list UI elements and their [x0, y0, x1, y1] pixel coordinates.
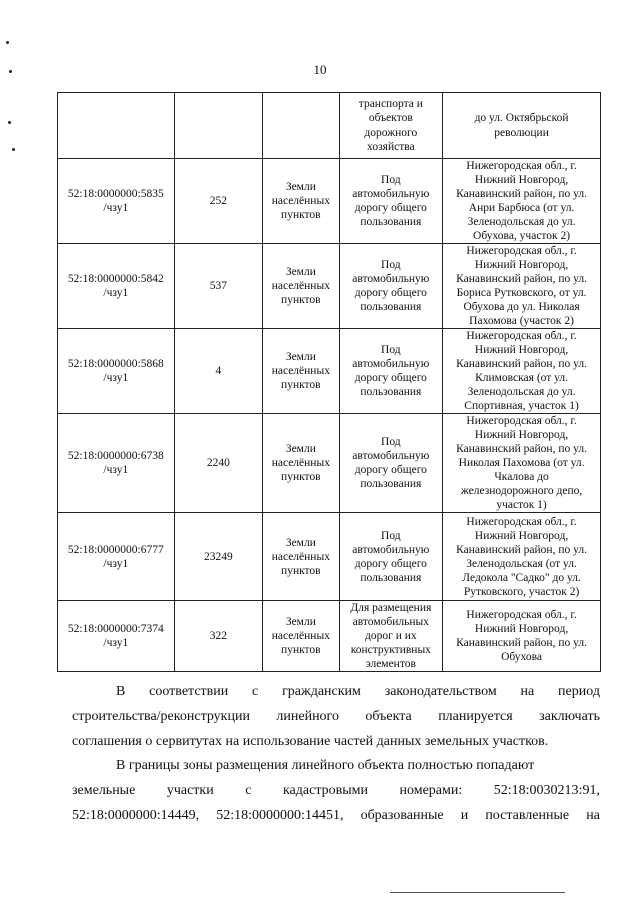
location-cell [443, 601, 601, 672]
permitted-use-cell [339, 601, 443, 672]
permitted-use-cell-line: дорогу общего [354, 287, 427, 300]
location-cell [443, 329, 601, 414]
location-cell-line: Нижний Новгород, [474, 174, 569, 187]
permitted-use-cell-line: автомобильную [352, 358, 430, 371]
location-cell-line: Спортивная, участок 1) [464, 400, 579, 413]
location-cell-line: Канавинский район, по ул. [456, 543, 587, 556]
location-cell-line: Нижегородская обл., г. [466, 160, 577, 172]
land-category-cell [263, 513, 339, 601]
margin-dot [6, 41, 9, 44]
text-word: 52:18:0000000:14451, [216, 808, 344, 823]
area-cell: 2240 [174, 414, 262, 513]
permitted-use-cell-line: автомобильную [352, 543, 430, 556]
location-cell-line: Канавинский район, по ул. [456, 358, 587, 371]
location-cell-line: Нижегородская обл., г. [466, 330, 577, 343]
cadastral-number-cell [58, 244, 175, 329]
permitted-use-cell-line: элементов [365, 658, 416, 671]
land-category-cell-line: Земли [285, 181, 316, 194]
land-category-cell-line: Земли [285, 351, 316, 364]
text-word: 52:18:0000000:14449, [72, 808, 200, 823]
cadastral-number-cell-line: /чзу1 [103, 637, 129, 650]
permitted-use-cell-line: пользования [360, 301, 422, 314]
area-cell: 252 [174, 159, 262, 244]
permitted-use-cell-line: дорогу общего [354, 557, 427, 570]
permitted-use-cell-line: Для размещения [350, 602, 432, 615]
location-cell-line: Зеленодольская (от ул. [466, 557, 577, 570]
cadastral-number-cell-line: 52:18:0000000:6738 [67, 450, 164, 463]
land-category-cell-line: пунктов [281, 294, 321, 307]
text-word: кадастровыми [282, 783, 368, 798]
text-word: линейного [276, 709, 339, 724]
location-cell-line: железнодорожного депо, [460, 485, 583, 498]
text-word: участки [166, 783, 214, 798]
permitted-use-cell-line: хозяйства [367, 140, 415, 153]
cadastral-number-cell-line: 52:18:0000000:5868 [67, 358, 164, 371]
location-cell-line: Нижний Новгород, [474, 429, 569, 442]
text-word: и [460, 808, 469, 823]
text-line [72, 729, 600, 754]
text-word: гражданским [282, 684, 361, 699]
text-word: период [558, 684, 600, 699]
land-category-cell-line: населённых [271, 630, 330, 643]
permitted-use-cell [339, 513, 443, 601]
text-word: 52:18:0030213:91, [493, 783, 600, 798]
permitted-use-cell [339, 159, 443, 244]
text-word: поставленные [485, 808, 570, 823]
location-cell-line: Канавинский район, по ул. [456, 188, 587, 201]
paragraph-zone [72, 753, 600, 828]
cadastral-number-cell-line: 52:18:0000000:5835 [67, 188, 164, 201]
text-word: планируется [438, 709, 513, 724]
paragraph-servitude [72, 679, 600, 754]
land-category-cell-line: пунктов [281, 471, 321, 484]
land-category-cell [263, 329, 339, 414]
text-word: земельные [72, 783, 136, 798]
cadastral-number-cell-line: /чзу1 [103, 202, 129, 215]
land-category-cell-line: Земли [285, 536, 316, 549]
location-cell-line: Нижний Новгород, [474, 344, 569, 357]
text-word: объекта [365, 709, 412, 724]
location-cell-line: Канавинский район, по ул. [456, 273, 587, 286]
location-cell-line: Нижегородская обл., г. [466, 609, 577, 622]
location-cell-line: Нижегородская обл., г. [466, 415, 577, 428]
location-cell-line: Ледокола "Садко" до ул. [462, 571, 581, 584]
land-category-cell-line: Земли [285, 266, 316, 279]
location-cell-line: Нижний Новгород, [474, 529, 569, 542]
table-row [58, 244, 601, 329]
table-row [58, 159, 601, 244]
land-category-cell-line: населённых [271, 365, 330, 378]
cadastral-number-cell-line: 52:18:0000000:5842 [67, 273, 164, 286]
permitted-use-cell [339, 244, 443, 329]
text-word: с [245, 783, 252, 798]
permitted-use-cell-line: дорогу общего [354, 372, 427, 385]
permitted-use-cell-line: транспорта и [358, 98, 423, 111]
area-cell [174, 93, 262, 159]
cadastral-number-cell [58, 93, 175, 159]
text-word: с [252, 684, 259, 699]
land-category-cell-line: пунктов [281, 209, 321, 222]
location-cell-line: Нижний Новгород, [474, 623, 569, 636]
land-category-cell [263, 159, 339, 244]
table-row [58, 329, 601, 414]
land-category-cell-line: пунктов [281, 644, 321, 657]
permitted-use-cell-line: пользования [360, 478, 422, 491]
permitted-use-cell-line: дорогу общего [354, 464, 427, 477]
land-category-cell [263, 93, 339, 159]
text-line [72, 753, 600, 778]
permitted-use-cell [339, 93, 443, 159]
land-category-cell-line: Земли [285, 616, 316, 629]
permitted-use-cell-line: объектов [368, 112, 413, 125]
location-cell-line: Зеленодольская до ул. [467, 216, 576, 229]
table-body [58, 93, 601, 672]
land-category-cell-line: пунктов [281, 379, 321, 392]
location-cell [443, 244, 601, 329]
margin-dot [12, 148, 15, 151]
location-cell-line: Бориса Рутковского, от ул. [456, 287, 587, 300]
permitted-use-cell-line: пользования [360, 216, 422, 229]
cadastral-number-cell-line: /чзу1 [103, 287, 129, 300]
land-category-cell [263, 244, 339, 329]
land-category-cell-line: населённых [271, 195, 330, 208]
permitted-use-cell-line: пользования [360, 386, 422, 399]
table-row [58, 414, 601, 513]
area-cell: 537 [174, 244, 262, 329]
paragraph-lines [72, 753, 600, 828]
permitted-use-cell-line: пользования [360, 571, 422, 584]
location-cell-line: Зеленодольская до ул. [467, 386, 576, 399]
land-category-cell [263, 601, 339, 672]
permitted-use-cell-line: автомобильную [352, 273, 430, 286]
text-word: соответствии [149, 684, 229, 699]
location-cell-line: Пахомова (участок 2) [469, 315, 574, 328]
location-cell-line: Климовская (от ул. [475, 372, 569, 385]
location-cell-line: Чкалова до [494, 471, 549, 484]
area-cell: 23249 [174, 513, 262, 601]
permitted-use-cell [339, 329, 443, 414]
text-line [72, 704, 600, 729]
text-word: заключать [539, 709, 600, 724]
cadastral-number-cell-line: /чзу1 [103, 372, 129, 385]
location-cell-line: революции [494, 126, 549, 139]
location-cell-line: Канавинский район, по ул. [456, 637, 587, 650]
text-line [72, 679, 600, 704]
permitted-use-cell-line: Под [381, 529, 401, 542]
location-cell-line: Обухова, участок 2) [473, 230, 571, 243]
text-word: на [586, 808, 600, 823]
land-category-cell-line: населённых [271, 280, 330, 293]
cadastral-number-cell [58, 601, 175, 672]
cadastral-number-cell-line: 52:18:0000000:6777 [67, 543, 164, 556]
margin-dot [8, 121, 11, 124]
text-word: В границы зоны размещения линейного объекта полностью попадают [116, 758, 535, 773]
text-word: законодательством [384, 684, 497, 699]
permitted-use-cell [339, 414, 443, 513]
land-category-cell-line: населённых [271, 457, 330, 470]
table-row [58, 601, 601, 672]
permitted-use-cell-line: дорогу общего [354, 202, 427, 215]
cadastral-number-cell [58, 414, 175, 513]
location-cell-line: Обухова до ул. Николая [463, 301, 580, 314]
location-cell-line: Нижегородская обл., г. [466, 515, 577, 528]
location-cell-line: Обухова [501, 651, 543, 664]
text-word: соглашения о сервитутах на использование частей данных земельных участков. [72, 734, 549, 749]
permitted-use-cell-line: Под [381, 436, 401, 449]
land-plots-table [57, 92, 601, 672]
cadastral-number-cell-line: /чзу1 [103, 557, 129, 570]
location-cell-line: Рутковского, участок 2) [463, 585, 580, 598]
cadastral-number-cell [58, 513, 175, 601]
location-cell-line: Нижегородская обл., г. [466, 245, 577, 258]
location-cell [443, 513, 601, 601]
permitted-use-cell-line: автомобильную [352, 450, 430, 463]
text-line [72, 803, 600, 828]
location-cell [443, 93, 601, 159]
text-word: номерами: [399, 783, 463, 798]
location-cell-line: участок 1) [496, 499, 547, 512]
location-cell [443, 414, 601, 513]
land-category-cell-line: населённых [271, 550, 330, 563]
land-category-cell-line: Земли [285, 443, 316, 456]
area-cell: 322 [174, 601, 262, 672]
permitted-use-cell-line: автомобильную [352, 188, 430, 201]
land-category-cell-line: пунктов [281, 564, 321, 577]
land-category-cell [263, 414, 339, 513]
permitted-use-cell-line: дорог и их [365, 630, 417, 643]
text-line [72, 778, 600, 803]
page-number: 10 [313, 62, 327, 77]
bottom-rule [390, 892, 565, 893]
location-cell-line: Николая Пахомова (от ул. [458, 457, 585, 470]
text-word: строительства/реконструкции [72, 709, 250, 724]
cadastral-number-cell-line: 52:18:0000000:7374 [67, 623, 164, 636]
permitted-use-cell-line: дорожного [364, 126, 418, 139]
cadastral-number-cell [58, 329, 175, 414]
location-cell-line: Нижний Новгород, [474, 259, 569, 272]
text-word: образованные [360, 808, 444, 823]
table-row [58, 93, 601, 159]
location-cell [443, 159, 601, 244]
cadastral-number-cell [58, 159, 175, 244]
text-word: В [116, 684, 126, 699]
paragraph-lines [72, 679, 600, 754]
table-row [58, 513, 601, 601]
text-word: на [520, 684, 535, 699]
permitted-use-cell-line: Под [381, 259, 401, 272]
permitted-use-cell-line: автомобильных [352, 616, 429, 629]
permitted-use-cell-line: конструктивных [350, 644, 431, 657]
cadastral-number-cell-line: /чзу1 [103, 464, 129, 477]
permitted-use-cell-line: Под [381, 344, 401, 357]
permitted-use-cell-line: Под [381, 174, 401, 187]
location-cell-line: Анри Барбюса (от ул. [468, 202, 575, 215]
location-cell-line: Канавинский район, по ул. [456, 443, 587, 456]
location-cell-line: до ул. Октябрьской [474, 112, 569, 125]
area-cell: 4 [174, 329, 262, 414]
